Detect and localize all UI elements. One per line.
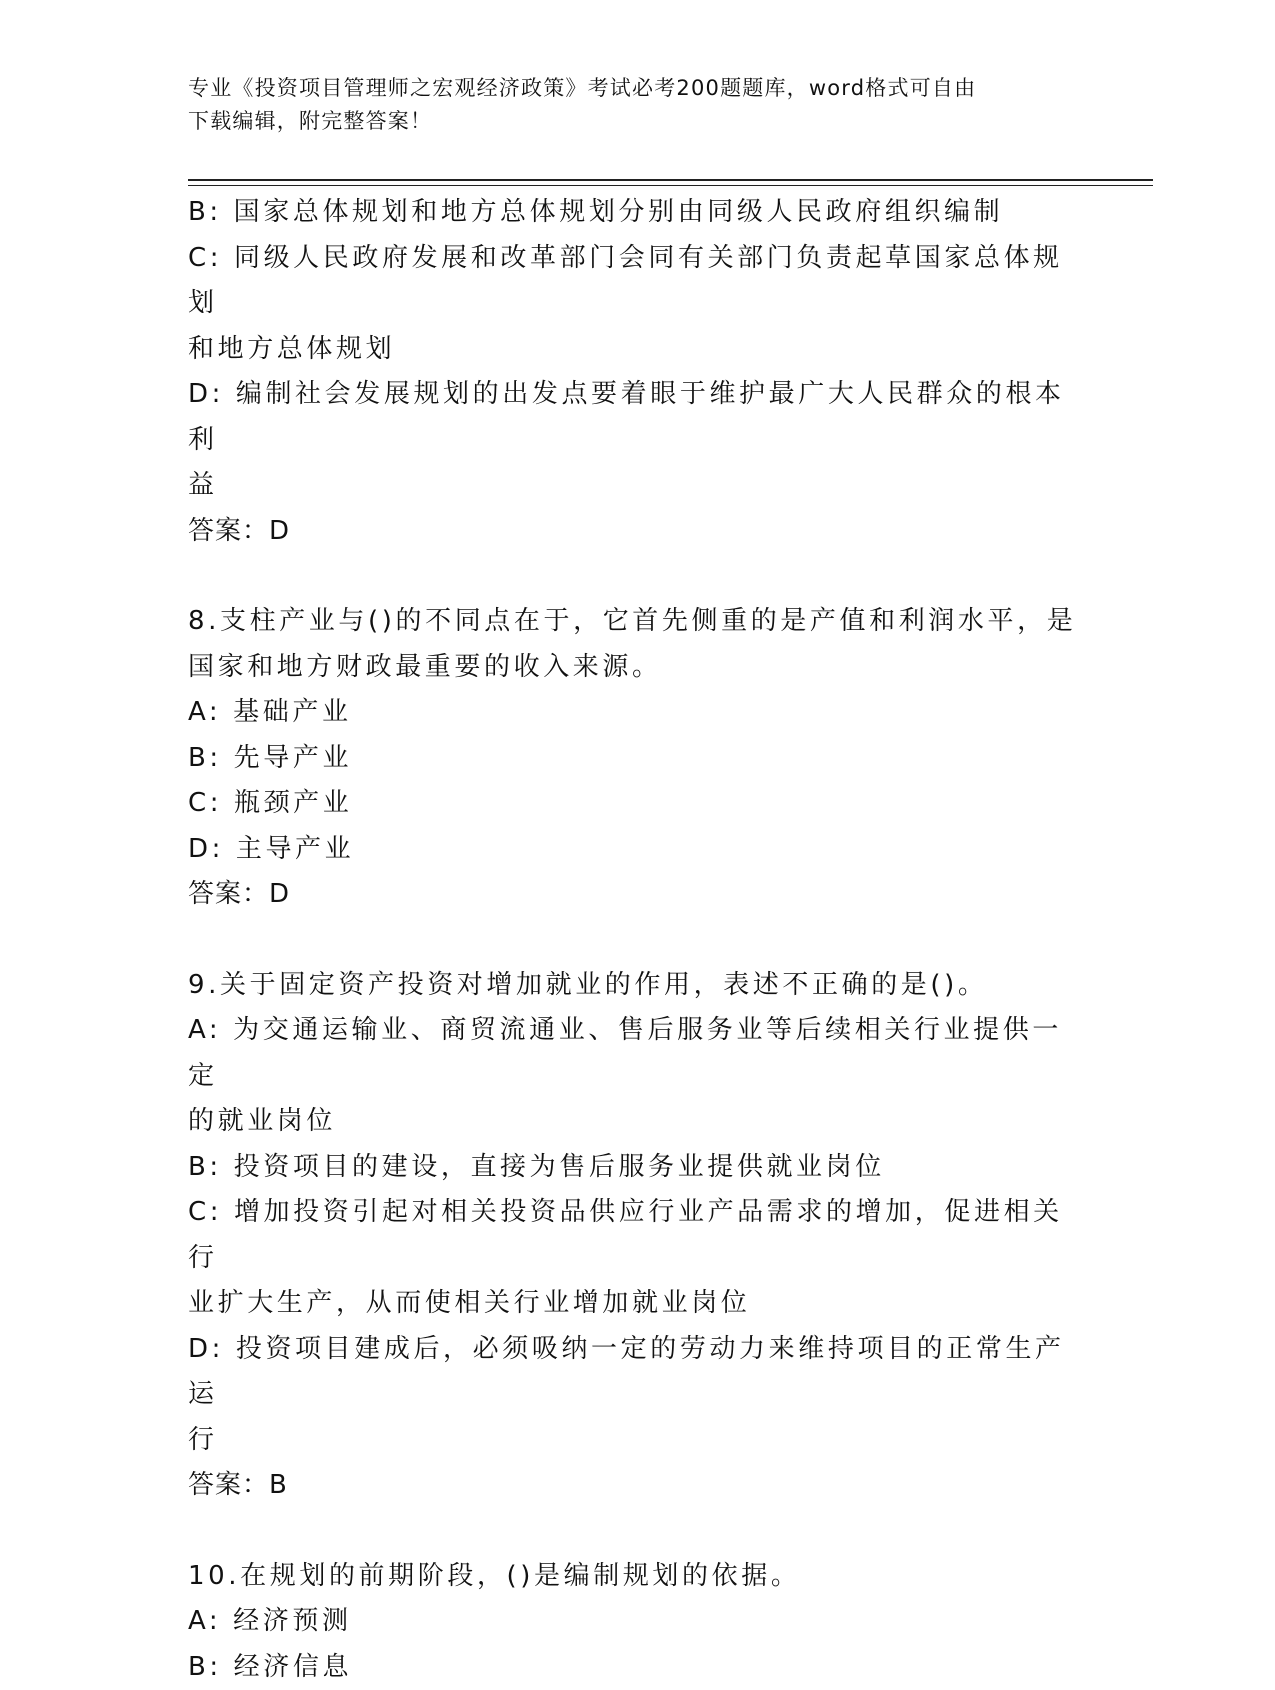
q8-option-c: C: 瓶颈产业: [188, 781, 1078, 827]
q7-option-c-line1: C: 同级人民政府发展和改革部门会同有关部门负责起草国家总体规划: [188, 236, 1078, 327]
q9-stem: 9.关于固定资产投资对增加就业的作用，表述不正确的是()。: [188, 963, 1078, 1009]
q7-option-c-line2: 和地方总体规划: [188, 327, 1078, 373]
header-line-2: 下载编辑，附完整答案！: [188, 105, 1068, 138]
header-line-1: 专业《投资项目管理师之宏观经济政策》考试必考200题题库，word格式可自由: [188, 72, 1068, 105]
q10-option-a: A: 经济预测: [188, 1599, 1078, 1645]
q10-stem: 10.在规划的前期阶段，()是编制规划的依据。: [188, 1554, 1078, 1600]
q8-option-a: A: 基础产业: [188, 690, 1078, 736]
q8-answer: 答案：D: [188, 872, 1078, 918]
q8-option-d: D: 主导产业: [188, 827, 1078, 873]
q9-option-d-line1: D: 投资项目建成后，必须吸纳一定的劳动力来维持项目的正常生产运: [188, 1327, 1078, 1418]
question-8: [188, 599, 1078, 918]
document-header: [188, 72, 1068, 138]
question-9: [188, 963, 1078, 1509]
question-7-continued: [188, 190, 1078, 554]
q7-option-d-line1: D: 编制社会发展规划的出发点要着眼于维护最广大人民群众的根本利: [188, 372, 1078, 463]
header-rule-thick: [188, 179, 1153, 181]
spacer: [188, 918, 1078, 963]
q9-option-c-line1: C: 增加投资引起对相关投资品供应行业产品需求的增加，促进相关行: [188, 1190, 1078, 1281]
q9-option-c-line2: 业扩大生产，从而使相关行业增加就业岗位: [188, 1281, 1078, 1327]
spacer: [188, 554, 1078, 599]
q9-option-d-line2: 行: [188, 1418, 1078, 1464]
q9-answer: 答案：B: [188, 1463, 1078, 1509]
q9-option-a-line1: A: 为交通运输业、商贸流通业、售后服务业等后续相关行业提供一定: [188, 1008, 1078, 1099]
q9-option-b: B: 投资项目的建设，直接为售后服务业提供就业岗位: [188, 1145, 1078, 1191]
header-rule-thin: [188, 185, 1153, 186]
document-body: [188, 190, 1078, 1690]
q7-option-b: B: 国家总体规划和地方总体规划分别由同级人民政府组织编制: [188, 190, 1078, 236]
q9-option-a-line2: 的就业岗位: [188, 1099, 1078, 1145]
q7-answer: 答案：D: [188, 509, 1078, 555]
question-10: [188, 1554, 1078, 1690]
q7-option-d-line2: 益: [188, 463, 1078, 509]
spacer: [188, 1509, 1078, 1554]
q8-stem-line1: 8.支柱产业与()的不同点在于，它首先侧重的是产值和利润水平，是: [188, 599, 1078, 645]
q8-option-b: B: 先导产业: [188, 736, 1078, 782]
q8-stem-line2: 国家和地方财政最重要的收入来源。: [188, 645, 1078, 691]
q10-option-b: B: 经济信息: [188, 1645, 1078, 1690]
